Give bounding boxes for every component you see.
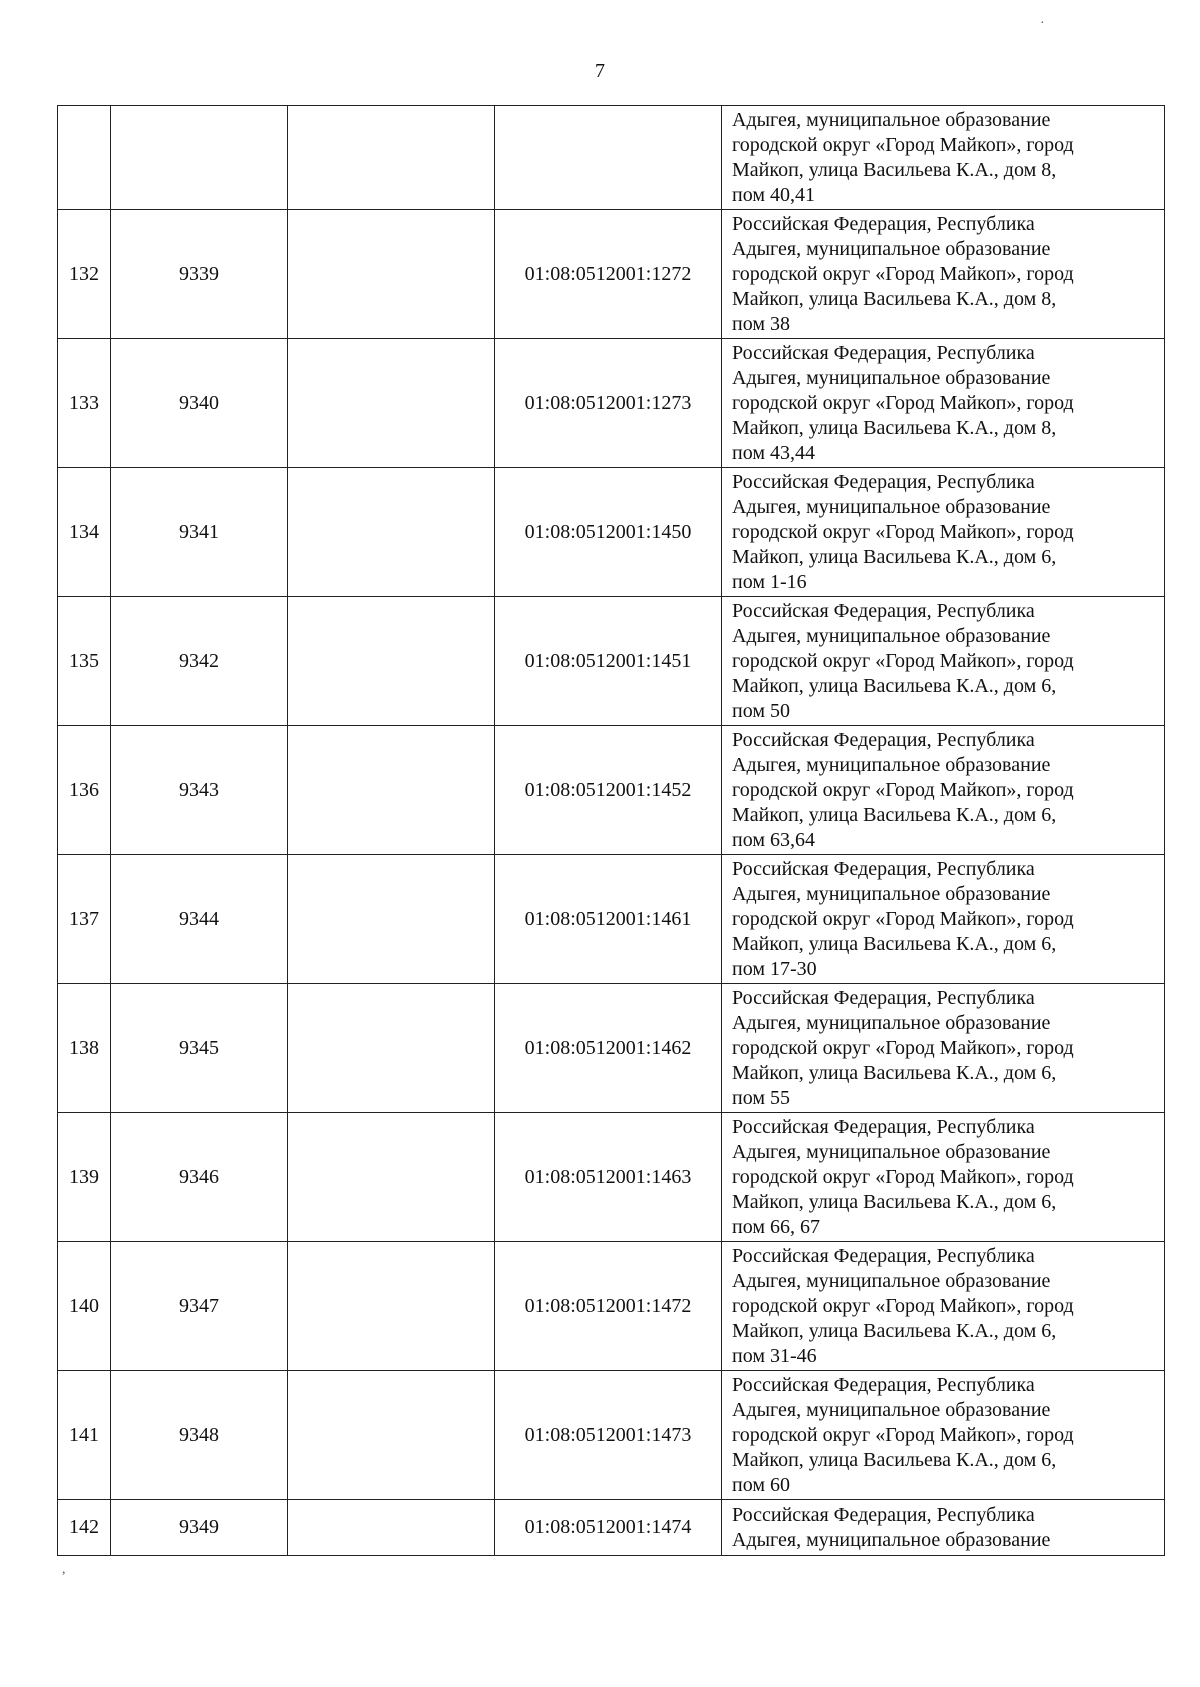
address-line: городской округ «Город Майкоп», город xyxy=(732,1036,1074,1059)
row-number-cell: 140 xyxy=(58,1242,111,1371)
registry-number-cell: 9342 xyxy=(111,597,288,726)
address-line: Российская Федерация, Республика xyxy=(732,986,1035,1009)
address-line: пом 1-16 xyxy=(732,570,807,593)
address-line: Майкоп, улица Васильева К.А., дом 6, xyxy=(732,674,1057,697)
table-row xyxy=(58,726,1165,855)
address-cell xyxy=(722,1371,1165,1500)
row-number-cell: 133 xyxy=(58,339,111,468)
address-line: Российская Федерация, Республика xyxy=(732,1373,1035,1396)
address-line: пом 31-46 xyxy=(732,1344,817,1367)
address-line: Майкоп, улица Васильева К.А., дом 6, xyxy=(732,1190,1057,1213)
address-line: Майкоп, улица Васильева К.А., дом 8, xyxy=(732,158,1057,181)
address-line: Адыгея, муниципальное образование xyxy=(732,1269,1051,1292)
empty-cell xyxy=(288,468,495,597)
page-number: 7 xyxy=(595,60,605,82)
address-line: городской округ «Город Майкоп», город xyxy=(732,133,1074,156)
empty-cell xyxy=(288,855,495,984)
table-row xyxy=(58,106,1165,210)
address-cell xyxy=(722,1113,1165,1242)
registry-number-cell: 9346 xyxy=(111,1113,288,1242)
address-cell xyxy=(722,597,1165,726)
address-line: Российская Федерация, Республика xyxy=(732,1244,1035,1267)
address-line: пом 63,64 xyxy=(732,828,815,851)
empty-cell xyxy=(288,1371,495,1500)
cadastral-number-cell: 01:08:0512001:1473 xyxy=(495,1371,722,1500)
row-number-cell: 142 xyxy=(58,1500,111,1556)
address-line: городской округ «Город Майкоп», город xyxy=(732,907,1074,930)
scan-speck: · xyxy=(1040,16,1045,31)
empty-cell xyxy=(288,726,495,855)
address-cell xyxy=(722,1242,1165,1371)
address-line: Российская Федерация, Республика xyxy=(732,470,1035,493)
address-line: Адыгея, муниципальное образование xyxy=(732,1398,1051,1421)
address-line: городской округ «Город Майкоп», город xyxy=(732,1165,1074,1188)
cadastral-number-cell: 01:08:0512001:1472 xyxy=(495,1242,722,1371)
table-row xyxy=(58,339,1165,468)
address-line: Адыгея, муниципальное образование xyxy=(732,882,1051,905)
registry-number-cell: 9347 xyxy=(111,1242,288,1371)
empty-cell xyxy=(288,210,495,339)
address-line: Майкоп, улица Васильева К.А., дом 6, xyxy=(732,932,1057,955)
address-cell xyxy=(722,210,1165,339)
address-cell xyxy=(722,468,1165,597)
cadastral-number-cell: 01:08:0512001:1463 xyxy=(495,1113,722,1242)
address-line: пом 17-30 xyxy=(732,957,817,980)
address-cell xyxy=(722,106,1165,210)
table-body xyxy=(58,106,1165,1556)
address-line: Российская Федерация, Республика xyxy=(732,212,1035,235)
address-line: пом 50 xyxy=(732,699,790,722)
address-cell xyxy=(722,1500,1165,1556)
address-line: городской округ «Город Майкоп», город xyxy=(732,391,1074,414)
cadastral-number-cell: 01:08:0512001:1450 xyxy=(495,468,722,597)
address-line: Адыгея, муниципальное образование xyxy=(732,1528,1051,1551)
address-line: Адыгея, муниципальное образование xyxy=(732,237,1051,260)
cadastral-number-cell: 01:08:0512001:1474 xyxy=(495,1500,722,1556)
cadastral-number-cell: 01:08:0512001:1462 xyxy=(495,984,722,1113)
address-line: Российская Федерация, Республика xyxy=(732,728,1035,751)
address-line: Майкоп, улица Васильева К.А., дом 6, xyxy=(732,1061,1057,1084)
row-number-cell: 136 xyxy=(58,726,111,855)
address-line: Адыгея, муниципальное образование xyxy=(732,366,1051,389)
address-line: Адыгея, муниципальное образование xyxy=(732,1140,1051,1163)
registry-number-cell: 9345 xyxy=(111,984,288,1113)
address-line: Адыгея, муниципальное образование xyxy=(732,495,1051,518)
empty-cell xyxy=(288,597,495,726)
address-line: городской округ «Город Майкоп», город xyxy=(732,778,1074,801)
address-line: Адыгея, муниципальное образование xyxy=(732,108,1051,131)
address-line: пом 38 xyxy=(732,312,790,335)
registry-number-cell xyxy=(111,106,288,210)
address-line: Майкоп, улица Васильева К.А., дом 6, xyxy=(732,545,1057,568)
table-row xyxy=(58,468,1165,597)
cadastral-number-cell: 01:08:0512001:1461 xyxy=(495,855,722,984)
table-row xyxy=(58,984,1165,1113)
address-line: Российская Федерация, Республика xyxy=(732,1115,1035,1138)
table-row xyxy=(58,855,1165,984)
registry-table xyxy=(57,105,1165,1556)
address-cell xyxy=(722,726,1165,855)
table-row xyxy=(58,1371,1165,1500)
empty-cell xyxy=(288,984,495,1113)
address-line: Майкоп, улица Васильева К.А., дом 6, xyxy=(732,1319,1057,1342)
address-line: Адыгея, муниципальное образование xyxy=(732,753,1051,776)
address-line: Адыгея, муниципальное образование xyxy=(732,1011,1051,1034)
address-line: Майкоп, улица Васильева К.А., дом 8, xyxy=(732,416,1057,439)
row-number-cell: 134 xyxy=(58,468,111,597)
address-line: Майкоп, улица Васильева К.А., дом 6, xyxy=(732,803,1057,826)
address-line: Российская Федерация, Республика xyxy=(732,599,1035,622)
address-line: Российская Федерация, Республика xyxy=(732,857,1035,880)
address-line: Российская Федерация, Республика xyxy=(732,341,1035,364)
table-row xyxy=(58,597,1165,726)
address-line: Российская Федерация, Республика xyxy=(732,1503,1035,1526)
registry-number-cell: 9341 xyxy=(111,468,288,597)
address-line: городской округ «Город Майкоп», город xyxy=(732,262,1074,285)
table-row xyxy=(58,210,1165,339)
row-number-cell: 135 xyxy=(58,597,111,726)
empty-cell xyxy=(288,1242,495,1371)
registry-number-cell: 9339 xyxy=(111,210,288,339)
cadastral-number-cell xyxy=(495,106,722,210)
address-line: городской округ «Город Майкоп», город xyxy=(732,520,1074,543)
address-line: пом 43,44 xyxy=(732,441,815,464)
cadastral-number-cell: 01:08:0512001:1272 xyxy=(495,210,722,339)
address-line: Адыгея, муниципальное образование xyxy=(732,624,1051,647)
table-row xyxy=(58,1500,1165,1556)
row-number-cell: 137 xyxy=(58,855,111,984)
address-line: городской округ «Город Майкоп», город xyxy=(732,1423,1074,1446)
address-line: городской округ «Город Майкоп», город xyxy=(732,1294,1074,1317)
address-cell xyxy=(722,339,1165,468)
row-number-cell: 138 xyxy=(58,984,111,1113)
table-row xyxy=(58,1242,1165,1371)
empty-cell xyxy=(288,339,495,468)
registry-number-cell: 9340 xyxy=(111,339,288,468)
scan-speck: , xyxy=(62,1562,66,1577)
empty-cell xyxy=(288,1500,495,1556)
cadastral-number-cell: 01:08:0512001:1273 xyxy=(495,339,722,468)
address-cell xyxy=(722,855,1165,984)
address-line: Майкоп, улица Васильева К.А., дом 8, xyxy=(732,287,1057,310)
registry-number-cell: 9343 xyxy=(111,726,288,855)
registry-number-cell: 9344 xyxy=(111,855,288,984)
address-line: пом 55 xyxy=(732,1086,790,1109)
address-line: городской округ «Город Майкоп», город xyxy=(732,649,1074,672)
empty-cell xyxy=(288,106,495,210)
cadastral-number-cell: 01:08:0512001:1451 xyxy=(495,597,722,726)
address-line: Майкоп, улица Васильева К.А., дом 6, xyxy=(732,1448,1057,1471)
table-row xyxy=(58,1113,1165,1242)
registry-number-cell: 9349 xyxy=(111,1500,288,1556)
row-number-cell: 139 xyxy=(58,1113,111,1242)
address-line: пом 40,41 xyxy=(732,183,815,206)
row-number-cell: 132 xyxy=(58,210,111,339)
address-line: пом 66, 67 xyxy=(732,1215,820,1238)
row-number-cell: 141 xyxy=(58,1371,111,1500)
registry-number-cell: 9348 xyxy=(111,1371,288,1500)
cadastral-number-cell: 01:08:0512001:1452 xyxy=(495,726,722,855)
address-cell xyxy=(722,984,1165,1113)
empty-cell xyxy=(288,1113,495,1242)
address-line: пом 60 xyxy=(732,1473,790,1496)
row-number-cell xyxy=(58,106,111,210)
